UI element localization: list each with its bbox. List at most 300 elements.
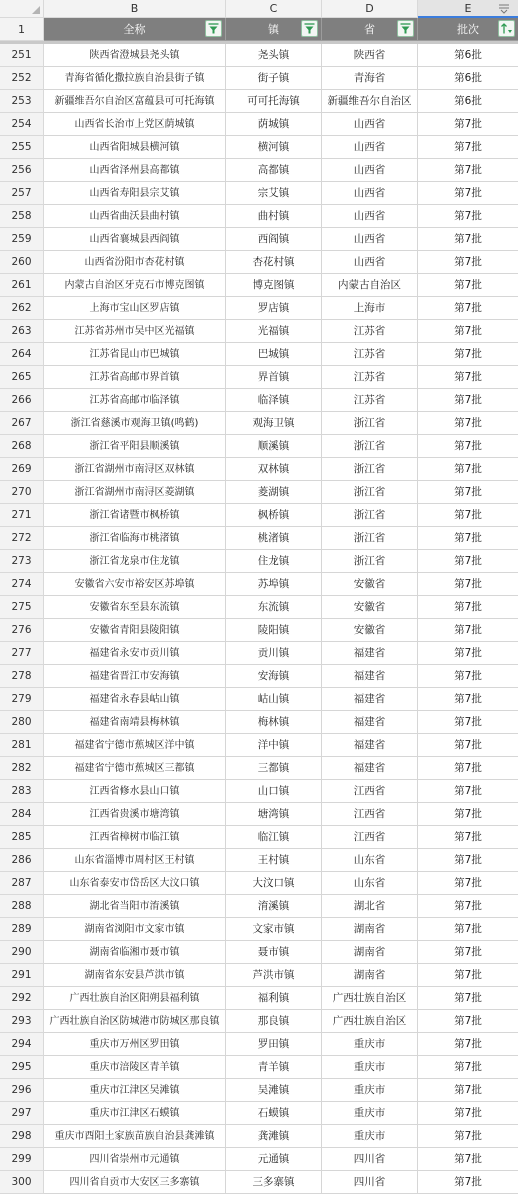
cell-town[interactable]: 洋中镇	[226, 734, 322, 757]
column-header-d[interactable]: D	[322, 0, 418, 18]
cell-province[interactable]: 浙江省	[322, 481, 418, 504]
cell-batch[interactable]: 第7批	[418, 826, 518, 849]
cell-full-name[interactable]: 湖南省临湘市聂市镇	[44, 941, 226, 964]
cell-province[interactable]: 重庆市	[322, 1125, 418, 1148]
cell-full-name[interactable]: 安徽省青阳县陵阳镇	[44, 619, 226, 642]
cell-town[interactable]: 福利镇	[226, 987, 322, 1010]
cell-batch[interactable]: 第7批	[418, 1010, 518, 1033]
row-number[interactable]: 280	[0, 711, 44, 734]
table-row	[0, 665, 518, 688]
cell-province[interactable]: 陕西省	[322, 44, 418, 67]
cell-batch[interactable]: 第7批	[418, 1056, 518, 1079]
cell-town[interactable]: 芦洪市镇	[226, 964, 322, 987]
cell-full-name[interactable]: 浙江省湖州市南浔区双林镇	[44, 458, 226, 481]
row-number[interactable]: 294	[0, 1033, 44, 1056]
cell-province[interactable]: 安徽省	[322, 596, 418, 619]
cell-full-name[interactable]: 福建省晋江市安海镇	[44, 665, 226, 688]
header-town[interactable]	[226, 18, 322, 41]
cell-province[interactable]: 四川省	[322, 1171, 418, 1194]
cell-province[interactable]: 福建省	[322, 734, 418, 757]
cell-full-name[interactable]: 重庆市江津区吴滩镇	[44, 1079, 226, 1102]
table-row	[0, 711, 518, 734]
row-number[interactable]: 267	[0, 412, 44, 435]
cell-province[interactable]: 山东省	[322, 849, 418, 872]
cell-town[interactable]: 顺溪镇	[226, 435, 322, 458]
column-header-e-label: E	[464, 2, 472, 15]
cell-batch[interactable]: 第7批	[418, 780, 518, 803]
cell-town[interactable]: 高都镇	[226, 159, 322, 182]
cell-province[interactable]: 山西省	[322, 205, 418, 228]
table-row	[0, 1033, 518, 1056]
cell-province[interactable]: 浙江省	[322, 550, 418, 573]
cell-full-name[interactable]: 山西省襄城县西阎镇	[44, 228, 226, 251]
cell-province[interactable]: 山西省	[322, 228, 418, 251]
cell-town[interactable]: 桃渚镇	[226, 527, 322, 550]
row-number[interactable]: 260	[0, 251, 44, 274]
row-number[interactable]: 293	[0, 1010, 44, 1033]
cell-batch[interactable]: 第7批	[418, 297, 518, 320]
cell-town[interactable]: 贡川镇	[226, 642, 322, 665]
cell-province[interactable]: 浙江省	[322, 435, 418, 458]
cell-town[interactable]: 可可托海镇	[226, 90, 322, 113]
cell-full-name[interactable]: 四川省崇州市元通镇	[44, 1148, 226, 1171]
cell-town[interactable]: 罗田镇	[226, 1033, 322, 1056]
table-row	[0, 435, 518, 458]
cell-batch[interactable]: 第7批	[418, 665, 518, 688]
cell-full-name[interactable]: 山东省泰安市岱岳区大汶口镇	[44, 872, 226, 895]
row-number[interactable]: 281	[0, 734, 44, 757]
row-number[interactable]: 300	[0, 1171, 44, 1194]
cell-town[interactable]: 罗店镇	[226, 297, 322, 320]
cell-batch[interactable]: 第7批	[418, 274, 518, 297]
sort-ascending-button-e[interactable]	[498, 20, 515, 37]
cell-province[interactable]: 江西省	[322, 780, 418, 803]
cell-province[interactable]: 安徽省	[322, 619, 418, 642]
cell-province[interactable]: 福建省	[322, 757, 418, 780]
cell-province[interactable]: 重庆市	[322, 1102, 418, 1125]
cell-town[interactable]: 三都镇	[226, 757, 322, 780]
cell-province[interactable]: 广西壮族自治区	[322, 1010, 418, 1033]
cell-town[interactable]: 杏花村镇	[226, 251, 322, 274]
header-batch-label: 批次	[457, 23, 479, 36]
row-number[interactable]: 283	[0, 780, 44, 803]
table-row	[0, 1102, 518, 1125]
table-row	[0, 1171, 518, 1194]
cell-province[interactable]: 福建省	[322, 688, 418, 711]
row-number[interactable]: 256	[0, 159, 44, 182]
table-row	[0, 895, 518, 918]
cell-batch[interactable]: 第7批	[418, 619, 518, 642]
table-row	[0, 642, 518, 665]
row-number[interactable]: 297	[0, 1102, 44, 1125]
row-number[interactable]: 291	[0, 964, 44, 987]
row-number[interactable]: 266	[0, 389, 44, 412]
cell-full-name[interactable]: 福建省永春县岵山镇	[44, 688, 226, 711]
cell-province[interactable]: 江西省	[322, 803, 418, 826]
cell-town[interactable]: 岵山镇	[226, 688, 322, 711]
cell-province[interactable]: 重庆市	[322, 1079, 418, 1102]
cell-full-name[interactable]: 浙江省平阳县顺溪镇	[44, 435, 226, 458]
cell-town[interactable]: 那良镇	[226, 1010, 322, 1033]
cell-province[interactable]: 青海省	[322, 67, 418, 90]
cell-batch[interactable]: 第7批	[418, 205, 518, 228]
table-row	[0, 343, 518, 366]
cell-full-name[interactable]: 湖南省浏阳市文家市镇	[44, 918, 226, 941]
cell-town[interactable]: 龚滩镇	[226, 1125, 322, 1148]
row-number[interactable]: 253	[0, 90, 44, 113]
cell-full-name[interactable]: 湖北省当阳市淯溪镇	[44, 895, 226, 918]
row-number[interactable]: 264	[0, 343, 44, 366]
cell-province[interactable]: 浙江省	[322, 412, 418, 435]
cell-town[interactable]: 三多寨镇	[226, 1171, 322, 1194]
row-number[interactable]: 277	[0, 642, 44, 665]
cell-town[interactable]: 王村镇	[226, 849, 322, 872]
cell-batch[interactable]: 第7批	[418, 504, 518, 527]
cell-full-name[interactable]: 山西省阳城县横河镇	[44, 136, 226, 159]
cell-full-name[interactable]: 江西省贵溪市塘湾镇	[44, 803, 226, 826]
cell-batch[interactable]: 第7批	[418, 1171, 518, 1194]
cell-province[interactable]: 重庆市	[322, 1033, 418, 1056]
table-row	[0, 412, 518, 435]
cell-town[interactable]: 聂市镇	[226, 941, 322, 964]
table-row	[0, 573, 518, 596]
cell-town[interactable]: 巴城镇	[226, 343, 322, 366]
cell-province[interactable]: 江苏省	[322, 343, 418, 366]
cell-full-name[interactable]: 福建省南靖县梅林镇	[44, 711, 226, 734]
cell-full-name[interactable]: 山西省泽州县高都镇	[44, 159, 226, 182]
cell-batch[interactable]: 第7批	[418, 228, 518, 251]
cell-batch[interactable]: 第7批	[418, 481, 518, 504]
row-number[interactable]: 273	[0, 550, 44, 573]
row-number[interactable]: 289	[0, 918, 44, 941]
header-full-name[interactable]	[44, 18, 226, 41]
table-row	[0, 136, 518, 159]
cell-town[interactable]: 曲村镇	[226, 205, 322, 228]
row-number[interactable]: 298	[0, 1125, 44, 1148]
cell-batch[interactable]: 第7批	[418, 182, 518, 205]
cell-province[interactable]: 江苏省	[322, 389, 418, 412]
cell-town[interactable]: 陵阳镇	[226, 619, 322, 642]
cell-full-name[interactable]: 江西省修水县山口镇	[44, 780, 226, 803]
cell-town[interactable]: 尧头镇	[226, 44, 322, 67]
cell-full-name[interactable]: 浙江省诸暨市枫桥镇	[44, 504, 226, 527]
cell-batch[interactable]: 第7批	[418, 113, 518, 136]
cell-batch[interactable]: 第7批	[418, 711, 518, 734]
cell-town[interactable]: 文家市镇	[226, 918, 322, 941]
cell-full-name[interactable]: 浙江省湖州市南浔区菱湖镇	[44, 481, 226, 504]
cell-batch[interactable]: 第7批	[418, 1079, 518, 1102]
cell-town[interactable]: 观海卫镇	[226, 412, 322, 435]
cell-batch[interactable]: 第6批	[418, 44, 518, 67]
cell-full-name[interactable]: 江苏省高邮市界首镇	[44, 366, 226, 389]
cell-province[interactable]: 湖南省	[322, 964, 418, 987]
cell-full-name[interactable]: 湖南省东安县芦洪市镇	[44, 964, 226, 987]
cell-full-name[interactable]: 安徽省六安市裕安区苏埠镇	[44, 573, 226, 596]
cell-province[interactable]: 湖南省	[322, 918, 418, 941]
cell-batch[interactable]: 第7批	[418, 366, 518, 389]
cell-province[interactable]: 浙江省	[322, 504, 418, 527]
table-row	[0, 251, 518, 274]
cell-batch[interactable]: 第7批	[418, 688, 518, 711]
cell-province[interactable]: 湖南省	[322, 941, 418, 964]
cell-full-name[interactable]: 江苏省高邮市临泽镇	[44, 389, 226, 412]
cell-town[interactable]: 菱湖镇	[226, 481, 322, 504]
cell-town[interactable]: 双林镇	[226, 458, 322, 481]
select-all-triangle-icon	[32, 6, 40, 14]
cell-full-name[interactable]: 重庆市涪陵区青羊镇	[44, 1056, 226, 1079]
cell-town[interactable]: 宗艾镇	[226, 182, 322, 205]
cell-full-name[interactable]: 山西省曲沃县曲村镇	[44, 205, 226, 228]
row-number[interactable]: 265	[0, 366, 44, 389]
cell-province[interactable]: 内蒙古自治区	[322, 274, 418, 297]
cell-province[interactable]: 福建省	[322, 665, 418, 688]
cell-province[interactable]: 山西省	[322, 159, 418, 182]
cell-batch[interactable]: 第7批	[418, 435, 518, 458]
cell-province[interactable]: 山西省	[322, 136, 418, 159]
cell-batch[interactable]: 第7批	[418, 1033, 518, 1056]
cell-full-name[interactable]: 浙江省龙泉市住龙镇	[44, 550, 226, 573]
table-row	[0, 688, 518, 711]
row-number[interactable]: 269	[0, 458, 44, 481]
cell-batch[interactable]: 第7批	[418, 757, 518, 780]
cell-batch[interactable]: 第7批	[418, 320, 518, 343]
cell-batch[interactable]: 第7批	[418, 412, 518, 435]
row-number[interactable]: 285	[0, 826, 44, 849]
row-number[interactable]: 290	[0, 941, 44, 964]
cell-town[interactable]: 临江镇	[226, 826, 322, 849]
cell-town[interactable]: 吴滩镇	[226, 1079, 322, 1102]
cell-full-name[interactable]: 重庆市酉阳土家族苗族自治县龚滩镇	[44, 1125, 226, 1148]
cell-province[interactable]: 江苏省	[322, 320, 418, 343]
cell-batch[interactable]: 第7批	[418, 1148, 518, 1171]
row-number[interactable]: 259	[0, 228, 44, 251]
row-number[interactable]: 252	[0, 67, 44, 90]
cell-full-name[interactable]: 山西省长治市上党区荫城镇	[44, 113, 226, 136]
table-row	[0, 113, 518, 136]
cell-province[interactable]: 安徽省	[322, 573, 418, 596]
table-row	[0, 941, 518, 964]
table-row	[0, 757, 518, 780]
row-number[interactable]: 284	[0, 803, 44, 826]
cell-batch[interactable]: 第7批	[418, 458, 518, 481]
cell-town[interactable]: 元通镇	[226, 1148, 322, 1171]
cell-town[interactable]: 住龙镇	[226, 550, 322, 573]
cell-batch[interactable]: 第7批	[418, 1125, 518, 1148]
table-row	[0, 596, 518, 619]
select-all-corner[interactable]	[0, 0, 44, 18]
cell-full-name[interactable]: 江苏省苏州市吴中区光福镇	[44, 320, 226, 343]
cell-town[interactable]: 枫桥镇	[226, 504, 322, 527]
cell-batch[interactable]: 第7批	[418, 343, 518, 366]
table-row	[0, 366, 518, 389]
row-number[interactable]: 287	[0, 872, 44, 895]
cell-batch[interactable]: 第7批	[418, 872, 518, 895]
cell-full-name[interactable]: 福建省宁德市蕉城区三都镇	[44, 757, 226, 780]
row-number[interactable]: 278	[0, 665, 44, 688]
cell-province[interactable]: 山东省	[322, 872, 418, 895]
cell-full-name[interactable]: 内蒙古自治区牙克石市博克图镇	[44, 274, 226, 297]
row-number[interactable]: 275	[0, 596, 44, 619]
filter-button-d[interactable]	[397, 20, 414, 37]
table-row	[0, 619, 518, 642]
cell-province[interactable]: 山西省	[322, 113, 418, 136]
row-number[interactable]: 251	[0, 44, 44, 67]
cell-town[interactable]: 石蟆镇	[226, 1102, 322, 1125]
cell-town[interactable]: 西阎镇	[226, 228, 322, 251]
cell-town[interactable]: 博克图镇	[226, 274, 322, 297]
cell-town[interactable]: 安海镇	[226, 665, 322, 688]
cell-full-name[interactable]: 上海市宝山区罗店镇	[44, 297, 226, 320]
table-row	[0, 734, 518, 757]
column-header-e[interactable]	[418, 0, 518, 18]
cell-town[interactable]: 界首镇	[226, 366, 322, 389]
cell-town[interactable]: 青羊镇	[226, 1056, 322, 1079]
header-province[interactable]	[322, 18, 418, 41]
cell-batch[interactable]: 第7批	[418, 964, 518, 987]
cell-town[interactable]: 苏埠镇	[226, 573, 322, 596]
cell-province[interactable]: 山西省	[322, 182, 418, 205]
cell-province[interactable]: 四川省	[322, 1148, 418, 1171]
cell-full-name[interactable]: 青海省循化撒拉族自治县街子镇	[44, 67, 226, 90]
cell-full-name[interactable]: 山东省淄博市周村区王村镇	[44, 849, 226, 872]
cell-batch[interactable]: 第7批	[418, 987, 518, 1010]
cell-full-name[interactable]: 福建省宁德市蕉城区洋中镇	[44, 734, 226, 757]
cell-batch[interactable]: 第7批	[418, 941, 518, 964]
row-number[interactable]: 270	[0, 481, 44, 504]
cell-province[interactable]: 上海市	[322, 297, 418, 320]
cell-town[interactable]: 东流镇	[226, 596, 322, 619]
table-row	[0, 826, 518, 849]
row-number[interactable]: 263	[0, 320, 44, 343]
cell-province[interactable]: 浙江省	[322, 527, 418, 550]
table-row	[0, 849, 518, 872]
column-header-b[interactable]: B	[44, 0, 226, 18]
cell-town[interactable]: 梅林镇	[226, 711, 322, 734]
column-header-c[interactable]: C	[226, 0, 322, 18]
row-number[interactable]: 258	[0, 205, 44, 228]
cell-batch[interactable]: 第7批	[418, 642, 518, 665]
filter-icon	[206, 21, 221, 36]
row-number[interactable]: 1	[0, 18, 44, 41]
cell-province[interactable]: 江苏省	[322, 366, 418, 389]
cell-batch[interactable]: 第7批	[418, 251, 518, 274]
table-row	[0, 481, 518, 504]
cell-full-name[interactable]: 江西省樟树市临江镇	[44, 826, 226, 849]
cell-full-name[interactable]: 江苏省昆山市巴城镇	[44, 343, 226, 366]
row-number[interactable]: 255	[0, 136, 44, 159]
cell-province[interactable]: 广西壮族自治区	[322, 987, 418, 1010]
cell-full-name[interactable]: 福建省永安市贡川镇	[44, 642, 226, 665]
cell-batch[interactable]: 第7批	[418, 389, 518, 412]
cell-full-name[interactable]: 山西省寿阳县宗艾镇	[44, 182, 226, 205]
table-row	[0, 803, 518, 826]
cell-batch[interactable]: 第6批	[418, 90, 518, 113]
cell-full-name[interactable]: 广西壮族自治区阳朔县福利镇	[44, 987, 226, 1010]
cell-town[interactable]: 光福镇	[226, 320, 322, 343]
cell-town[interactable]: 淯溪镇	[226, 895, 322, 918]
row-number[interactable]: 274	[0, 573, 44, 596]
cell-town[interactable]: 山口镇	[226, 780, 322, 803]
cell-full-name[interactable]: 陕西省澄城县尧头镇	[44, 44, 226, 67]
cell-full-name[interactable]: 新疆维吾尔自治区富蕴县可可托海镇	[44, 90, 226, 113]
table-row	[0, 1148, 518, 1171]
cell-full-name[interactable]: 四川省自贡市大安区三多寨镇	[44, 1171, 226, 1194]
cell-full-name[interactable]: 广西壮族自治区防城港市防城区那良镇	[44, 1010, 226, 1033]
row-number[interactable]: 286	[0, 849, 44, 872]
cell-batch[interactable]: 第7批	[418, 527, 518, 550]
cell-batch[interactable]: 第7批	[418, 918, 518, 941]
row-number[interactable]: 299	[0, 1148, 44, 1171]
cell-batch[interactable]: 第7批	[418, 573, 518, 596]
collapse-lines-icon[interactable]	[498, 3, 510, 15]
row-number[interactable]: 257	[0, 182, 44, 205]
table-row	[0, 274, 518, 297]
table-row	[0, 1079, 518, 1102]
cell-province[interactable]: 重庆市	[322, 1056, 418, 1079]
row-number[interactable]: 288	[0, 895, 44, 918]
cell-batch[interactable]: 第7批	[418, 803, 518, 826]
cell-province[interactable]: 浙江省	[322, 458, 418, 481]
cell-town[interactable]: 荫城镇	[226, 113, 322, 136]
row-number[interactable]: 271	[0, 504, 44, 527]
cell-province[interactable]: 福建省	[322, 642, 418, 665]
cell-full-name[interactable]: 山西省汾阳市杏花村镇	[44, 251, 226, 274]
row-number[interactable]: 279	[0, 688, 44, 711]
row-number[interactable]: 268	[0, 435, 44, 458]
row-number[interactable]: 292	[0, 987, 44, 1010]
cell-town[interactable]: 塘湾镇	[226, 803, 322, 826]
cell-batch[interactable]: 第7批	[418, 849, 518, 872]
table-row	[0, 44, 518, 67]
cell-full-name[interactable]: 浙江省慈溪市观海卫镇(鸣鹤)	[44, 412, 226, 435]
row-number[interactable]: 272	[0, 527, 44, 550]
cell-batch[interactable]: 第7批	[418, 159, 518, 182]
cell-province[interactable]: 江西省	[322, 826, 418, 849]
cell-town[interactable]: 大汶口镇	[226, 872, 322, 895]
cell-batch[interactable]: 第7批	[418, 895, 518, 918]
cell-batch[interactable]: 第7批	[418, 136, 518, 159]
cell-province[interactable]: 山西省	[322, 251, 418, 274]
cell-batch[interactable]: 第7批	[418, 596, 518, 619]
cell-town[interactable]: 街子镇	[226, 67, 322, 90]
cell-batch[interactable]: 第7批	[418, 550, 518, 573]
row-number[interactable]: 276	[0, 619, 44, 642]
row-number[interactable]: 262	[0, 297, 44, 320]
cell-town[interactable]: 临泽镇	[226, 389, 322, 412]
cell-batch[interactable]: 第7批	[418, 1102, 518, 1125]
row-number[interactable]: 254	[0, 113, 44, 136]
row-number[interactable]: 282	[0, 757, 44, 780]
cell-batch[interactable]: 第7批	[418, 734, 518, 757]
table-row	[0, 389, 518, 412]
cell-full-name[interactable]: 安徽省东至县东流镇	[44, 596, 226, 619]
row-number[interactable]: 295	[0, 1056, 44, 1079]
header-batch[interactable]	[418, 18, 518, 41]
cell-batch[interactable]: 第6批	[418, 67, 518, 90]
row-number[interactable]: 261	[0, 274, 44, 297]
table-row	[0, 205, 518, 228]
filter-button-b[interactable]	[205, 20, 222, 37]
cell-province[interactable]: 福建省	[322, 711, 418, 734]
row-number[interactable]: 296	[0, 1079, 44, 1102]
cell-town[interactable]: 横河镇	[226, 136, 322, 159]
cell-full-name[interactable]: 重庆市江津区石蟆镇	[44, 1102, 226, 1125]
filter-button-c[interactable]	[301, 20, 318, 37]
cell-province[interactable]: 湖北省	[322, 895, 418, 918]
cell-province[interactable]: 新疆维吾尔自治区	[322, 90, 418, 113]
cell-full-name[interactable]: 重庆市万州区罗田镇	[44, 1033, 226, 1056]
cell-full-name[interactable]: 浙江省临海市桃渚镇	[44, 527, 226, 550]
